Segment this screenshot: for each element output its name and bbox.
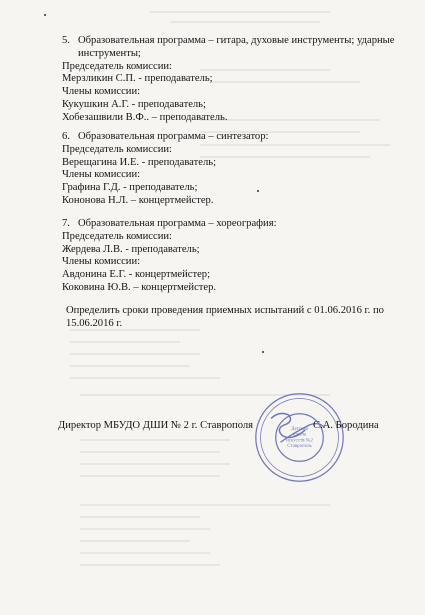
section-heading — [62, 131, 418, 144]
chair-name: Мерзликин С.П. - преподаватель; — [62, 73, 213, 85]
scan-dot — [262, 351, 264, 353]
seal-text: Ставрополь — [287, 444, 312, 449]
signatory-name: С.А. Бородина — [313, 420, 379, 431]
section-7 — [62, 218, 418, 295]
section-5 — [62, 35, 418, 125]
seal-text: школа — [293, 432, 306, 438]
scan-dot — [44, 14, 46, 16]
chair-name: Верещагина И.Е. - преподаватель; — [62, 156, 217, 168]
section-6 — [62, 131, 418, 208]
section-heading — [62, 35, 418, 48]
section-heading-text: Образовательная программа – хореография: — [78, 218, 277, 229]
chair-label: Председатель комиссии: — [62, 230, 172, 242]
section-heading-text: Образовательная программа – гитара, духовые инструменты; ударные — [78, 35, 395, 46]
members-label: Члены комиссии: — [62, 256, 141, 268]
chair-name: Жердева Л.В. - преподаватель; — [62, 243, 200, 255]
seal-text: Детская — [291, 426, 308, 432]
member-name: Хобезашвили В.Ф.. – преподаватель. — [62, 111, 228, 123]
chair-label: Председатель комиссии: — [62, 143, 172, 155]
seal-text: искусств №2 — [286, 438, 313, 444]
section-heading-text: Образовательная программа – синтезатор: — [78, 131, 269, 142]
members-label: Члены комиссии: — [62, 169, 141, 181]
chair-label: Председатель комиссии: — [62, 60, 172, 72]
section-heading-continuation: инструменты; — [78, 47, 141, 59]
member-name: Кононова Н.Л. – концертмейстер. — [62, 194, 214, 206]
member-name: Кукушкин А.Г. - преподаватель; — [62, 98, 206, 110]
member-name: Авдонина Е.Г. - концертмейстер; — [62, 269, 211, 281]
official-seal-icon — [252, 390, 347, 485]
signatory-position: Директор МБУДО ДШИ № 2 г. Ставрополя — [58, 420, 254, 431]
section-number: 7. — [62, 218, 70, 229]
section-number: 5. — [62, 35, 70, 46]
member-name: Коковина Ю.В. – концертмейстер. — [62, 281, 217, 293]
scan-dot — [257, 190, 259, 192]
member-name: Графина Г.Д. - преподаватель; — [62, 182, 198, 194]
section-number: 6. — [62, 131, 70, 142]
section-heading — [62, 218, 418, 231]
deadline-paragraph: Определить сроки проведения приемных испытаний с 01.06.2016 г. по 15.06.2016 г. — [66, 305, 384, 329]
members-label: Члены комиссии: — [62, 86, 141, 98]
